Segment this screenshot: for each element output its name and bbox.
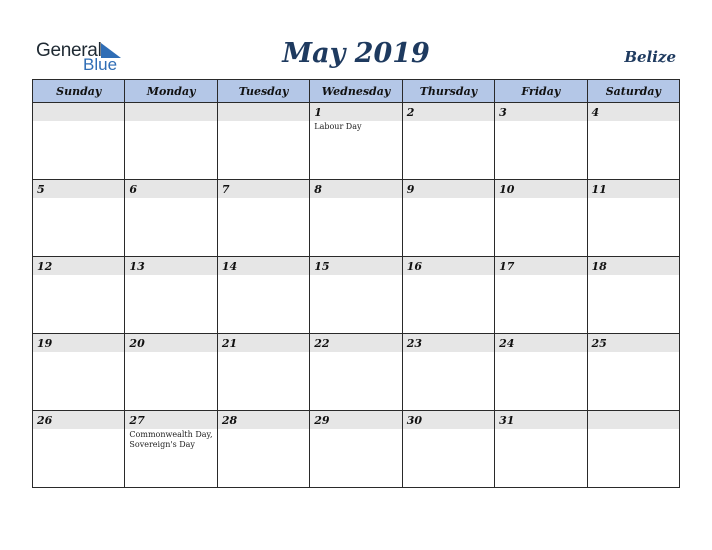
- day-number: 20: [129, 337, 145, 350]
- day-number: 17: [499, 260, 515, 273]
- weekday-monday: Monday: [125, 80, 217, 103]
- day-cell: [33, 411, 125, 488]
- day-cell: [33, 334, 125, 411]
- day-number: 24: [499, 337, 515, 350]
- day-number: 9: [406, 183, 415, 196]
- month-calendar: [32, 79, 680, 488]
- day-cell: [495, 257, 587, 334]
- day-number: 2: [406, 106, 415, 119]
- day-number: 25: [591, 337, 607, 350]
- day-number: 18: [591, 260, 607, 273]
- week-row: [33, 180, 680, 257]
- day-cell: [217, 411, 309, 488]
- day-cell: [310, 411, 402, 488]
- day-number: 27: [129, 414, 145, 427]
- week-row: [33, 334, 680, 411]
- day-number: 5: [37, 183, 45, 196]
- weekday-saturday: Saturday: [587, 80, 679, 103]
- day-number: 28: [221, 414, 238, 427]
- day-number: 7: [221, 183, 230, 196]
- day-number: 10: [499, 183, 515, 196]
- calendar-title: May 2019: [282, 38, 430, 69]
- day-number: 12: [37, 260, 53, 273]
- weekday-tuesday: Tuesday: [217, 80, 309, 103]
- day-number: 21: [221, 337, 238, 350]
- week-row: [33, 103, 680, 180]
- day-cell: [33, 180, 125, 257]
- day-cell: [310, 257, 402, 334]
- day-cell: [217, 257, 309, 334]
- day-cell: [310, 103, 402, 180]
- day-cell: [217, 103, 309, 180]
- day-number: 14: [221, 260, 238, 273]
- weekday-header-row: [33, 80, 680, 103]
- day-cell: [495, 411, 587, 488]
- weekday-sunday: Sunday: [33, 80, 125, 103]
- day-number: 4: [591, 106, 600, 119]
- country-name: Belize: [624, 48, 676, 66]
- day-number: 30: [406, 414, 422, 427]
- holiday-note: Labour Day: [314, 122, 362, 131]
- day-cell: [402, 411, 494, 488]
- day-number: 1: [314, 106, 322, 119]
- day-number: 23: [406, 337, 422, 350]
- day-cell: [310, 180, 402, 257]
- day-cell: [402, 257, 494, 334]
- day-cell: [495, 103, 587, 180]
- day-cell: [587, 334, 679, 411]
- week-row: [33, 411, 680, 488]
- day-number: 19: [37, 337, 53, 350]
- day-number: 8: [314, 183, 322, 196]
- day-number: 6: [129, 183, 138, 196]
- day-number: 3: [499, 106, 507, 119]
- day-cell: [402, 180, 494, 257]
- day-cell: [125, 334, 217, 411]
- holiday-note: Commonwealth Day, Sovereign's Day: [129, 430, 213, 449]
- day-cell: [217, 334, 309, 411]
- day-cell: [402, 103, 494, 180]
- weekday-friday: Friday: [495, 80, 587, 103]
- day-cell: [125, 257, 217, 334]
- day-number: 11: [591, 183, 607, 196]
- logo-text-blue: Blue: [83, 55, 118, 74]
- day-cell: [587, 257, 679, 334]
- day-cell: [402, 334, 494, 411]
- day-number: 29: [314, 414, 330, 427]
- day-cell: [217, 180, 309, 257]
- day-cell: [125, 411, 217, 488]
- day-cell: [495, 334, 587, 411]
- day-cell: [310, 334, 402, 411]
- logo-text-general: General: [36, 40, 102, 61]
- day-cell: [587, 411, 679, 488]
- day-cell: [495, 180, 587, 257]
- day-number: 16: [406, 260, 422, 273]
- week-row: [33, 257, 680, 334]
- weekday-thursday: Thursday: [402, 80, 494, 103]
- day-number: 15: [314, 260, 330, 273]
- day-number: 13: [129, 260, 145, 273]
- day-number: 31: [499, 414, 515, 427]
- day-number: 26: [37, 414, 53, 427]
- day-cell: [587, 103, 679, 180]
- day-cell: [125, 103, 217, 180]
- day-cell: [33, 257, 125, 334]
- day-number: 22: [314, 337, 330, 350]
- day-cell: [33, 103, 125, 180]
- day-cell: [125, 180, 217, 257]
- weekday-wednesday: Wednesday: [310, 80, 402, 103]
- day-cell: [587, 180, 679, 257]
